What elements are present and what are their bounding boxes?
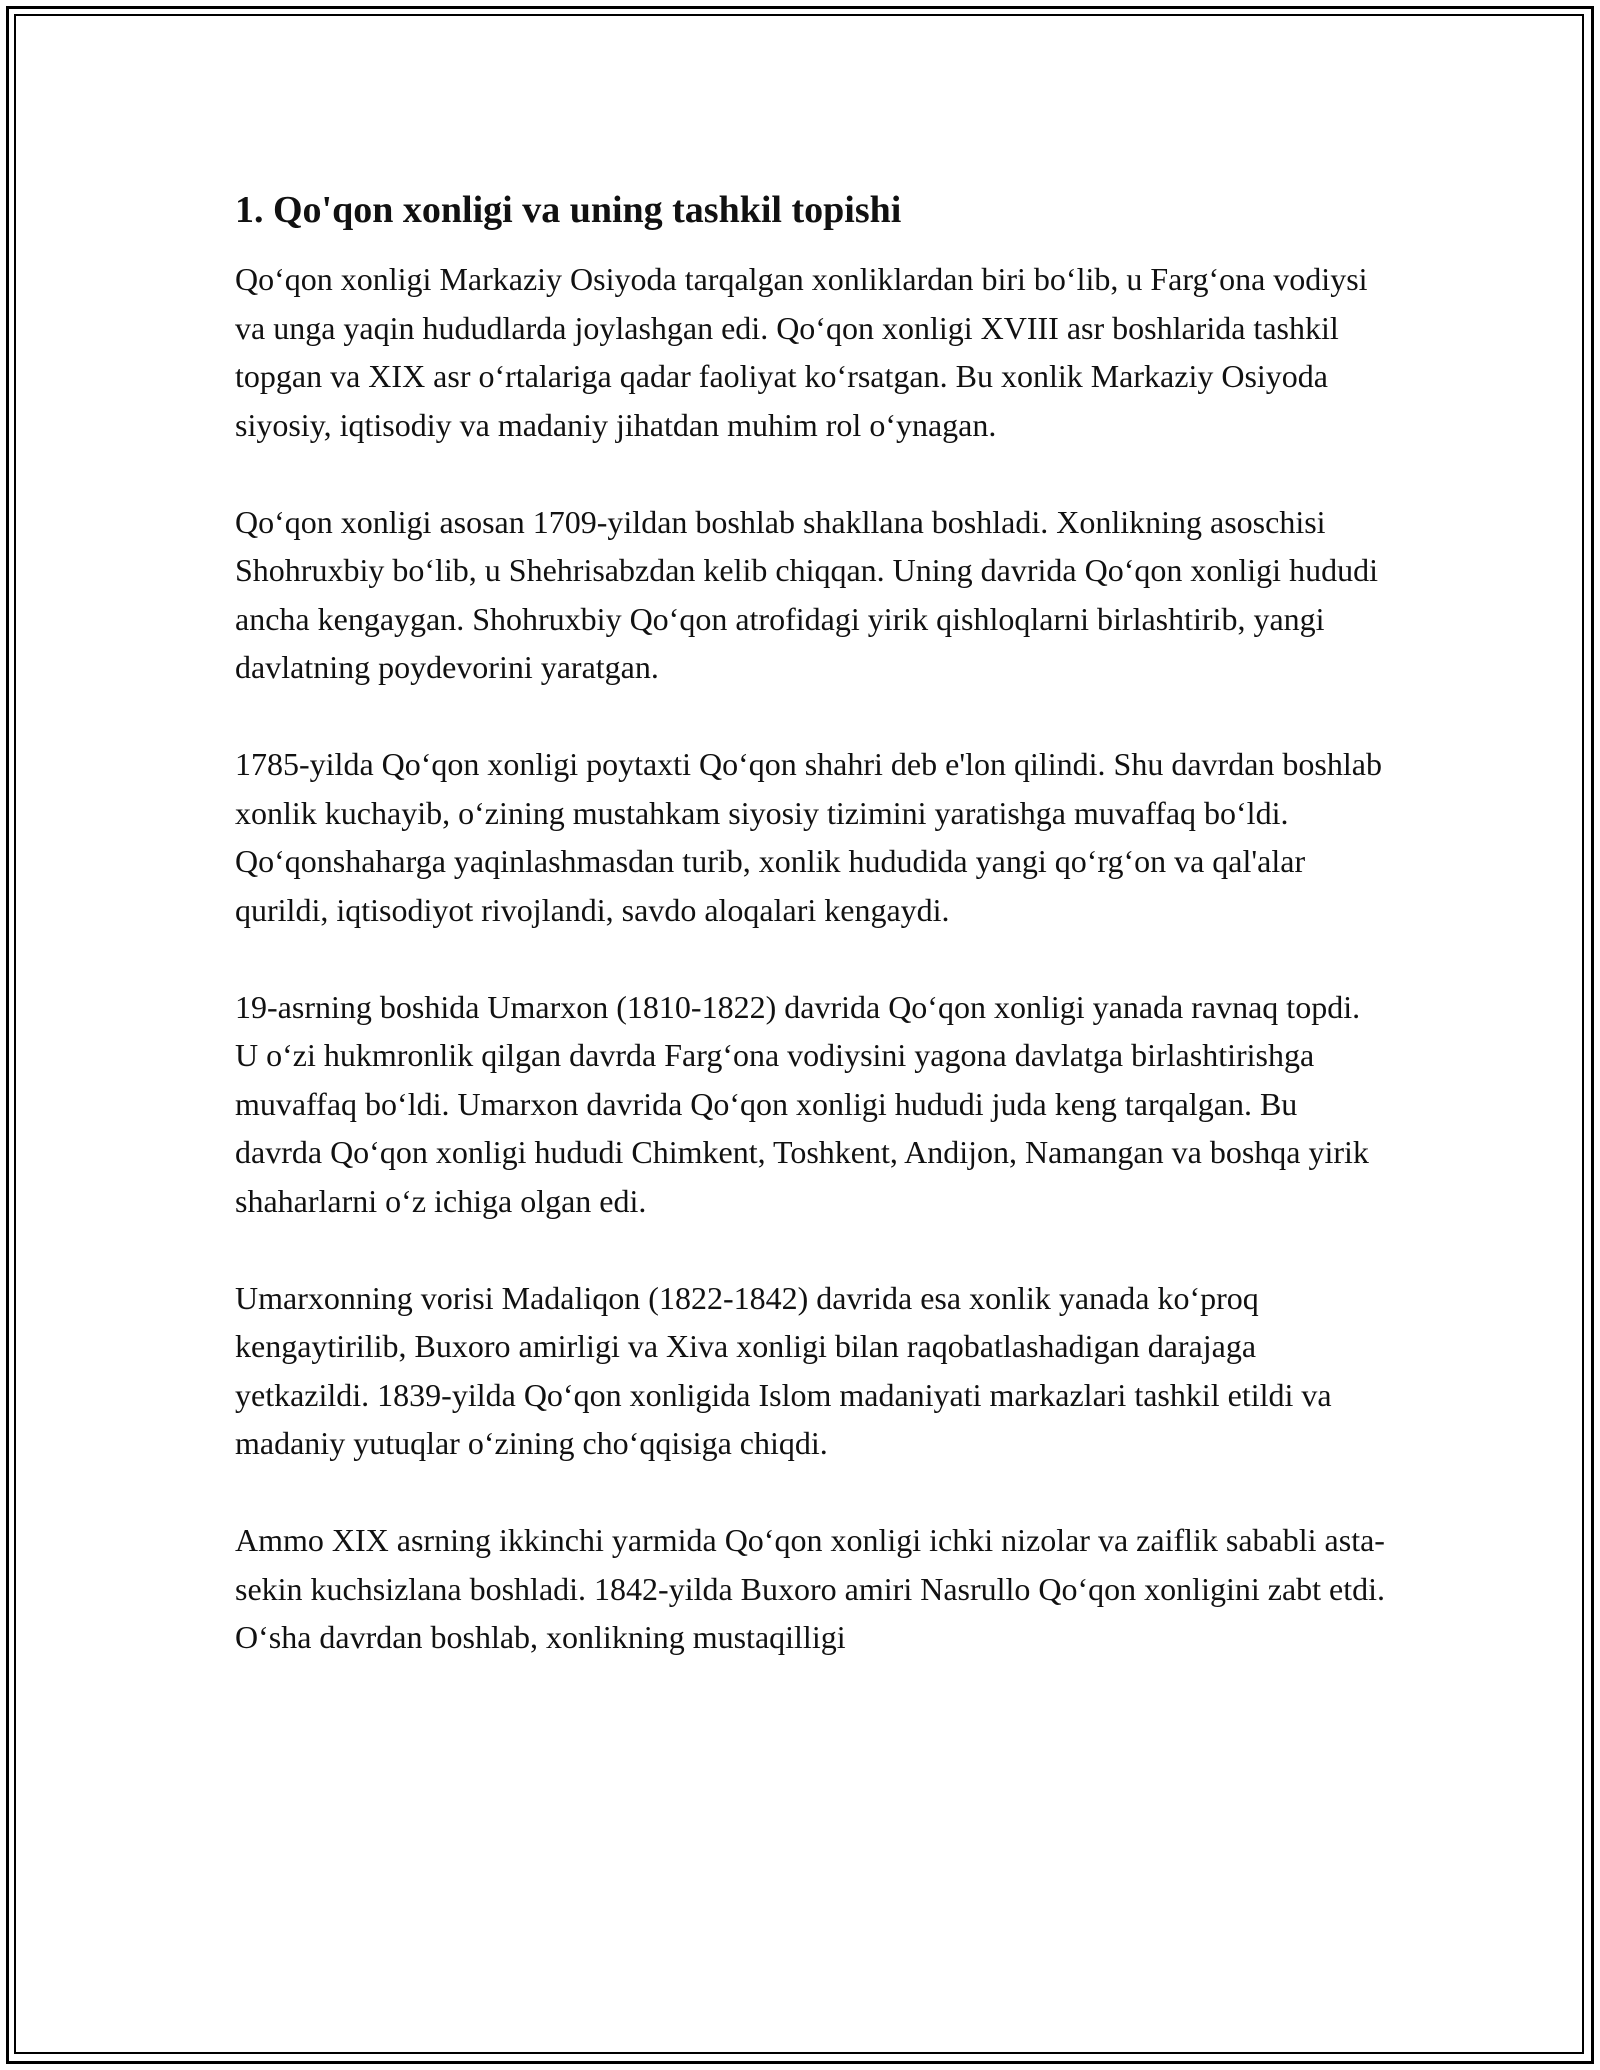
paragraph-3: 1785-yilda Qo‘qon xonligi poytaxti Qo‘qon shahri deb e'lon qilindi. Shu davrdan boshlab xonlik kuchayib, o‘zining mustahkam siyosiy tizimini yaratishga muvaffaq bo‘ldi. Qo‘qonshaharga yaqinlashmasdan turib, xonlik hududida yangi qo‘rg‘on va qal'alar qurildi, iqtisodiyot rivojlandi, savdo aloqalari kengaydi. xyxy=(235,746,1382,928)
paragraph-2: Qo‘qon xonligi asosan 1709-yildan boshlab shakllana boshladi. Xonlikning asoschisi Shohruxbiy bo‘lib, u Shehrisabzdan kelib chiqqan. Uning davrida Qo‘qon xonligi hududi ancha kengaygan. Shohruxbiy Qo‘qon atrofidagi yirik qishloqlarni birlashtirib, yangi davlatning poydevorini yaratgan. xyxy=(235,503,1378,685)
paragraph-4: 19-asrning boshida Umarxon (1810-1822) davrida Qo‘qon xonligi yanada ravnaq topdi. U o‘zi hukmronlik qilgan davrda Farg‘ona vodiysini yagona davlatga birlashtirishga muvaffaq bo‘ldi. Umarxon davrida Qo‘qon xonligi hududi juda keng tarqalgan. Bu davrda Qo‘qon xonligi hududi Chimkent, Toshkent, Andijon, Namangan va boshqa yirik shaharlarni o‘z ichiga olgan edi. xyxy=(235,988,1369,1219)
section-title: 1. Qo'qon xonligi va uning tashkil topishi xyxy=(235,189,902,231)
document-body xyxy=(235,185,1385,1710)
paragraph-6: Ammo XIX asrning ikkinchi yarmida Qo‘qon xonligi ichki nizolar va zaiflik sababli asta-sekin kuchsizlana boshladi. 1842-yilda Buxoro amiri Nasrullo Qo‘qon xonligini zabt etdi. O‘sha davrdan boshlab, xonlikning mustaqilligi xyxy=(235,1522,1386,1655)
paragraph-1: Qo‘qon xonligi Markaziy Osiyoda tarqalgan xonliklardan biri bo‘lib, u Farg‘ona vodiysi va unga yaqin hududlarda joylashgan edi. Qo‘qon xonligi XVIII asr boshlarida tashkil topgan va XIX asr o‘rtalariga qadar faoliyat ko‘rsatgan. Bu xonlik Markaziy Osiyoda siyosiy, iqtisodiy va madaniy jihatdan muhim rol o‘ynagan. xyxy=(235,261,1368,443)
paragraph-5: Umarxonning vorisi Madaliqon (1822-1842) davrida esa xonlik yanada ko‘proq kengaytirilib, Buxoro amirligi va Xiva xonligi bilan raqobatlashadigan darajaga yetkazildi. 1839-yilda Qo‘qon xonligida Islom madaniyati markazlari tashkil etildi va madaniy yutuqlar o‘zining cho‘qqisiga chiqdi. xyxy=(235,1279,1332,1461)
